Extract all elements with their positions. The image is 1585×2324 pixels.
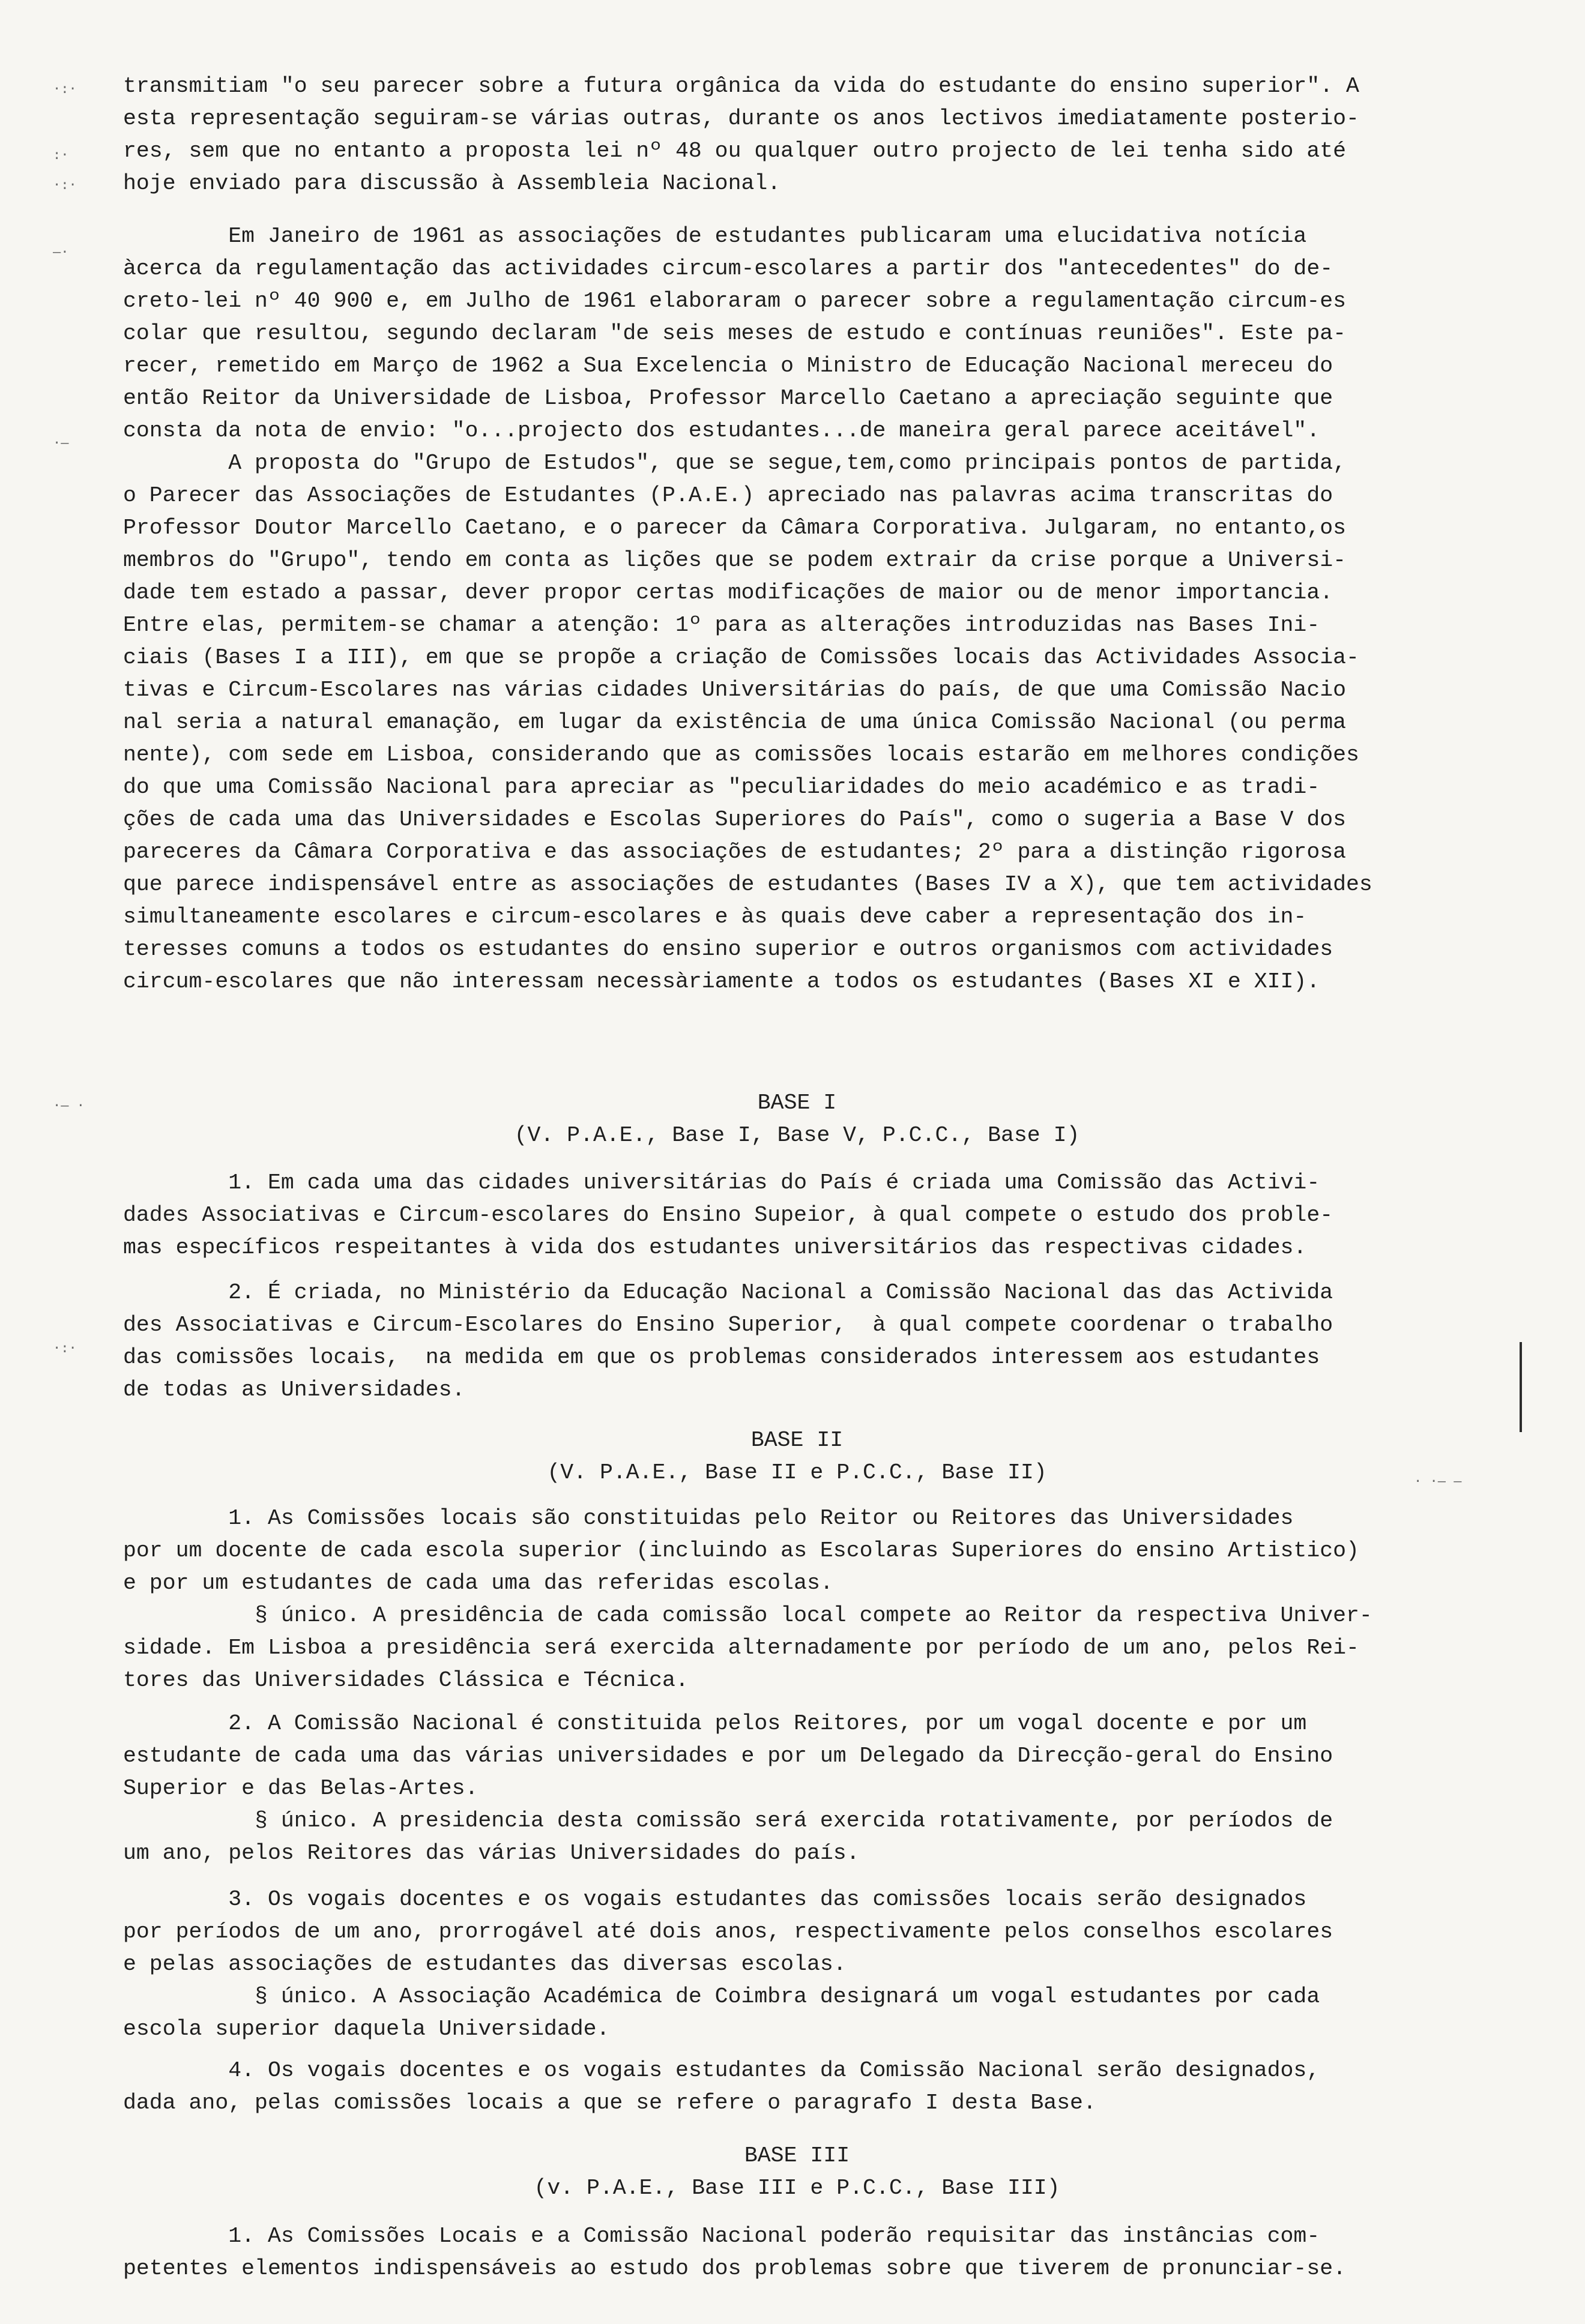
base-2-reference: (V. P.A.E., Base II e P.C.C., Base II) [547,1460,1047,1485]
text-line: recer, remetido em Março de 1962 a Sua Excelencia o Ministro de Educação Nacional mereceu do [123,354,1333,378]
text-line: 1. Em cada uma das cidades universitárias do País é criada uma Comissão das Activi- [123,1170,1320,1195]
text-line: § único. A presidência de cada comissão local compete ao Reitor da respectiva Univer- [123,1603,1372,1628]
base-1-item-1 [123,1167,1471,1264]
text-line: simultaneamente escolares e circum-escolares e às quais deve caber a representação dos in- [123,905,1307,929]
text-line: por períodos de um ano, prorrogável até dois anos, respectivamente pelos conselhos escolares [123,1919,1333,1944]
margin-mark: ·:· [53,178,77,193]
text-line: creto-lei nº 40 900 e, em Julho de 1961 elaboraram o parecer sobre a regulamentação circum-es [123,289,1347,313]
text-line: des Associativas e Circum-Escolares do Ensino Superior, à qual compete coordenar o trabalho [123,1313,1333,1337]
text-line: Entre elas, permitem-se chamar a atenção: 1º para as alterações introduzidas nas Bases Ini- [123,613,1320,637]
text-line: res, sem que no entanto a proposta lei nº 48 ou qualquer outro projecto de lei tenha sido até [123,139,1347,163]
margin-mark: :· [53,148,69,163]
text-line: colar que resultou, segundo declaram "de seis meses de estudo e contínuas reuniões". Este pa- [123,321,1347,346]
text-line: escola superior daquela Universidade. [123,2017,610,2041]
text-line: do que uma Comissão Nacional para apreciar as "peculiaridades do meio académico e as tradi- [123,775,1320,799]
text-line: Superior e das Belas-Artes. [123,1776,479,1801]
margin-mark: ·:· [53,82,77,97]
margin-mark: ·– · [53,1098,85,1113]
text-line: tivas e Circum-Escolares nas várias cidades Universitárias do país, de que uma Comissão Nacio [123,678,1347,702]
text-line: dada ano, pelas comissões locais a que se refere o paragrafo I desta Base. [123,2091,1096,2115]
margin-mark: –· [53,245,69,260]
text-line: sidade. Em Lisboa a presidência será exercida alternadamente por período de um ano, pelos Rei- [123,1636,1359,1660]
base-1-reference: (V. P.A.E., Base I, Base V, P.C.C., Base I) [514,1123,1080,1148]
text-line: um ano, pelos Reitores das várias Universidades do país. [123,1841,860,1865]
base-1-item-2 [123,1277,1471,1406]
text-line: 3. Os vogais docentes e os vogais estudantes das comissões locais serão designados [123,1887,1307,1912]
base-2-item-3 [123,1883,1471,2046]
base-2-item-4 [123,2055,1471,2119]
text-line: Em Janeiro de 1961 as associações de estudantes publicaram uma elucidativa notícia [123,224,1307,248]
base-3-item-1 [123,2220,1471,2285]
text-line: teresses comuns a todos os estudantes do ensino superior e outros organismos com actividades [123,937,1333,962]
text-line: circum-escolares que não interessam necessàriamente a todos os estudantes (Bases XI e XII). [123,969,1320,994]
text-line: dades Associativas e Circum-escolares do Ensino Supeior, à qual compete o estudo dos proble- [123,1203,1333,1227]
text-line: o Parecer das Associações de Estudantes (P.A.E.) apreciado nas palavras acima transcritas do [123,483,1333,508]
text-line: esta representação seguiram-se várias outras, durante os anos lectivos imediatamente posterio- [123,106,1359,131]
text-line: hoje enviado para discussão à Assembleia Nacional. [123,171,781,196]
text-line: que parece indispensável entre as associações de estudantes (Bases IV a X), que tem actividades [123,872,1372,897]
base-1-title: BASE I [757,1091,837,1115]
text-line: e pelas associações de estudantes das diversas escolas. [123,1952,847,1976]
text-line: § único. A presidencia desta comissão será exercida rotativamente, por períodos de [123,1808,1333,1833]
base-3-reference: (v. P.A.E., Base III e P.C.C., Base III) [534,2176,1060,2200]
text-line: mas específicos respeitantes à vida dos estudantes universitários das respectivas cidades. [123,1235,1307,1260]
base-2-item-2 [123,1708,1471,1870]
text-line: então Reitor da Universidade de Lisboa, Professor Marcello Caetano a apreciação seguinte que [123,386,1333,411]
text-line: por um docente de cada escola superior (incluindo as Escolaras Superiores do ensino Artistico) [123,1538,1359,1563]
text-line: ções de cada uma das Universidades e Escolas Superiores do País", como o sugeria a Base V dos [123,807,1347,832]
text-line: 4. Os vogais docentes e os vogais estudantes da Comissão Nacional serão designados, [123,2058,1320,2083]
text-line: § único. A Associação Académica de Coimbra designará um vogal estudantes por cada [123,1984,1320,2009]
text-line: das comissões locais, na medida em que os problemas considerados interessem aos estudantes [123,1345,1320,1370]
text-line: transmitiam "o seu parecer sobre a futura orgânica da vida do estudante do ensino superior". A [123,74,1359,98]
text-line: Professor Doutor Marcello Caetano, e o parecer da Câmara Corporativa. Julgaram, no entanto,os [123,516,1347,540]
text-line: consta da nota de envio: "o...projecto dos estudantes...de maneira geral parece aceitável". [123,418,1320,443]
base-2-item-1 [123,1502,1471,1697]
text-line: 2. A Comissão Nacional é constituida pelos Reitores, por um vogal docente e por um [123,1711,1307,1736]
base-2-title: BASE II [750,1428,844,1452]
text-line: petentes elementos indispensáveis ao estudo dos problemas sobre que tiverem de pronunciar-se. [123,2256,1347,2281]
text-line: membros do "Grupo", tendo em conta as lições que se podem extrair da crise porque a Universi- [123,548,1347,573]
text-line: e por um estudantes de cada uma das referidas escolas. [123,1571,833,1595]
margin-mark: ·:· [53,1341,77,1356]
background-paragraph [123,220,1471,998]
text-line: 1. As Comissões Locais e a Comissão Nacional poderão requisitar das instâncias com- [123,2224,1320,2248]
text-line: 1. As Comissões locais são constituidas pelo Reitor ou Reitores das Universidades [123,1506,1294,1531]
margin-mark: ·– [53,436,69,451]
text-line: dade tem estado a passar, dever propor certas modificações de maior ou de menor importancia. [123,580,1333,605]
text-line: ciais (Bases I a III), em que se propõe a criação de Comissões locais das Actividades Associa- [123,645,1359,670]
text-line: nal seria a natural emanação, em lugar da existência de uma única Comissão Nacional (ou perma [123,710,1347,735]
text-line: àcerca da regulamentação das actividades circum-escolares a partir dos "antecedentes" do de- [123,256,1333,281]
text-line: A proposta do "Grupo de Estudos", que se segue,tem,como principais pontos de partida, [123,451,1347,475]
text-line: pareceres da Câmara Corporativa e das associações de estudantes; 2º para a distinção rigorosa [123,840,1347,864]
margin-mark: · ·– – [1414,1474,1462,1489]
text-line: nente), com sede em Lisboa, considerando que as comissões locais estarão em melhores condições [123,742,1359,767]
base-3-title: BASE III [744,2143,850,2168]
text-line: de todas as Universidades. [123,1377,465,1402]
text-line: 2. É criada, no Ministério da Educação Nacional a Comissão Nacional das das Activida [123,1280,1333,1305]
text-line: estudante de cada uma das várias universidades e por um Delegado da Direcção-geral do Ensino [123,1744,1333,1768]
intro-paragraph [123,70,1471,200]
right-edge-mark [1520,1342,1522,1432]
text-line: tores das Universidades Clássica e Técnica. [123,1668,689,1693]
